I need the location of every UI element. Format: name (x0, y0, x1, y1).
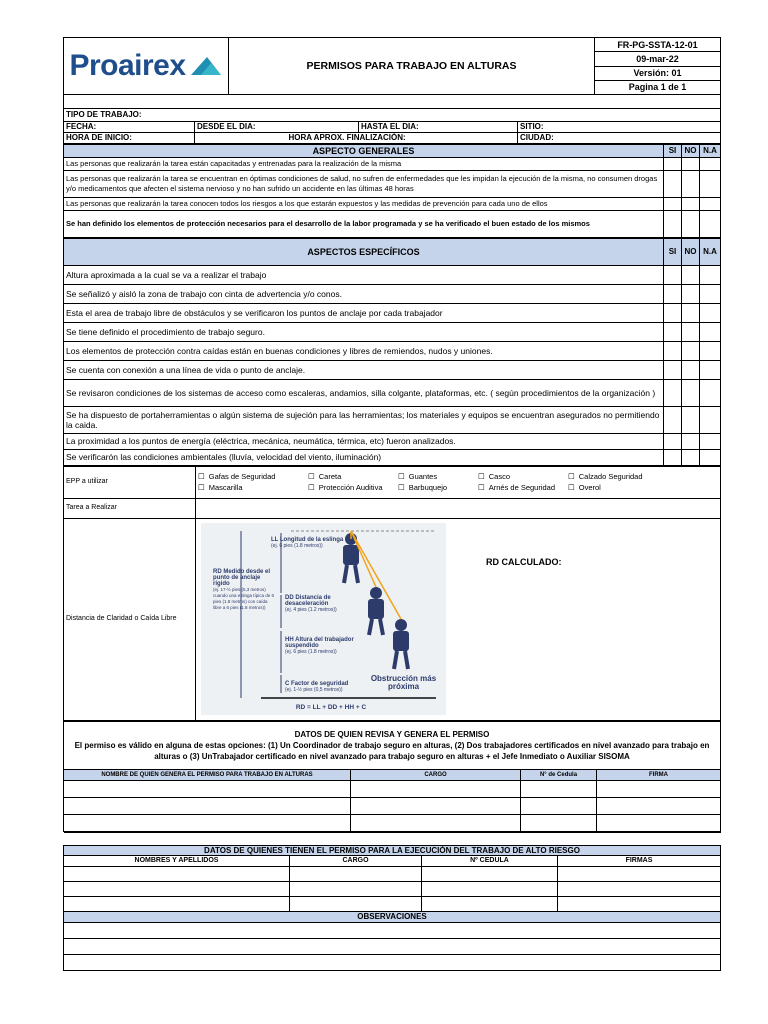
specific-item: La proximidad a los puntos de energía (eléctrica, mecánica, neumática, térmica, etc) fueron analizados. (64, 433, 664, 449)
epp-option-label: Casco (488, 471, 510, 481)
epp-option-label: Gafas de Seguridad (208, 471, 276, 481)
general-row (64, 157, 721, 170)
epp-option[interactable] (308, 483, 398, 493)
work-info (63, 95, 721, 144)
check-si[interactable] (664, 360, 682, 379)
epp-option[interactable] (308, 472, 398, 482)
epp-option-label: Barbuquejo (408, 482, 448, 492)
specific-item: Altura aproximada a la cual se va a realizar el trabajo (64, 265, 664, 284)
epp-label: EPP a utilizar (64, 466, 196, 498)
checkbox-icon: ☐ (198, 471, 205, 481)
specific-item: Se verificarón las condiciones ambientales (lluvía, velocidad del viento, iluminación) (64, 449, 664, 465)
hh-label: HH Altura del trabajador suspendido (ej. 6 pies (1.8 metros)) (285, 636, 354, 655)
ll-label: LL Longitud de la eslinga (ej. 6 pies (1.8 metros)) (271, 536, 344, 549)
checkbox-icon: ☐ (398, 471, 405, 481)
id-cell[interactable] (422, 866, 558, 881)
task-field[interactable] (196, 498, 721, 518)
holder-row (64, 896, 721, 911)
epp-option-label: Guantes (408, 471, 438, 481)
specific-item: Se tiene definido el procedimiento de trabajo seguro. (64, 322, 664, 341)
general-aspects-title: ASPECTO GENERALES (64, 144, 664, 157)
col-si: SI (664, 144, 682, 157)
specific-item: Se cuenta con conexión a una línea de vida o punto de anclaje. (64, 360, 664, 379)
observations-line[interactable] (64, 922, 721, 938)
checkbox-icon: ☐ (478, 482, 485, 492)
dd-label: DD Distancia de desaceleración (ej. 4 pies (1.2 metros)) (285, 594, 337, 613)
work-type-field[interactable]: TIPO DE TRABAJO: (64, 108, 721, 121)
epp-section (63, 466, 721, 721)
checkbox-icon: ☐ (568, 482, 575, 492)
epp-option[interactable] (398, 483, 478, 493)
checkbox-icon: ☐ (478, 471, 485, 481)
check-na[interactable] (700, 433, 721, 449)
specific-item: Se revisaron condiciones de los sistemas de acceso como escaleras, andamios, silla colgante, plataformas, etc. ( según procedimientos de la organización ) (64, 379, 664, 406)
epp-option[interactable] (568, 483, 678, 493)
check-na[interactable] (700, 379, 721, 406)
epp-option[interactable] (478, 472, 568, 482)
id-cell[interactable] (521, 780, 597, 797)
brand-name: Proairex (69, 49, 186, 82)
brand-logo (66, 38, 226, 94)
check-no[interactable] (682, 379, 700, 406)
check-na[interactable] (700, 210, 721, 237)
check-si[interactable] (664, 322, 682, 341)
check-si[interactable] (664, 210, 682, 237)
observations-line[interactable] (64, 938, 721, 954)
check-no[interactable] (682, 303, 700, 322)
date-field[interactable]: FECHA: (64, 121, 195, 132)
reviewer-title: DATOS DE QUIEN REVISA Y GENERA EL PERMISO (294, 729, 490, 739)
specific-item: Se señalizó y aisló la zona de trabajo con cinta de advertencia y/o conos. (64, 284, 664, 303)
observations-line[interactable] (64, 954, 721, 970)
check-na[interactable] (700, 265, 721, 284)
check-na[interactable] (700, 360, 721, 379)
check-no[interactable] (682, 170, 700, 197)
check-si[interactable] (664, 341, 682, 360)
rd-label: RD Medido desde el punto de anclaje rígido (ej. 17-½ pies (5,3 metros) cuando una eslinga típica de 6 pies (1.8 metros) con caída libre a 6 pies (1.8 metros)) (213, 568, 275, 610)
col-si: SI (664, 238, 682, 265)
role-cell[interactable] (290, 866, 422, 881)
holder-row (64, 881, 721, 896)
role-cell[interactable] (351, 814, 521, 831)
check-si[interactable] (664, 265, 682, 284)
epp-option-label: Protección Auditiva (318, 482, 383, 492)
mountain-logo-icon (189, 55, 223, 77)
form-page: Pagina 1 de 1 (595, 80, 721, 94)
name-cell[interactable] (64, 881, 290, 896)
id-cell[interactable] (521, 814, 597, 831)
c-label: C Factor de seguridad (ej. 1-½ pies (0,5 metros)) (285, 680, 349, 693)
check-no[interactable] (682, 210, 700, 237)
check-na[interactable] (700, 406, 721, 433)
from-day-field[interactable]: DESDE EL DIA: (195, 121, 359, 132)
check-na[interactable] (700, 303, 721, 322)
checkbox-icon: ☐ (308, 471, 315, 481)
role-cell[interactable] (351, 780, 521, 797)
holders-id-header: Nº CEDULA (422, 855, 558, 866)
signature-cell[interactable] (597, 780, 721, 797)
check-na[interactable] (700, 341, 721, 360)
general-item: Las personas que realizarán la tarea se encuentran en óptimas condiciones de salud, no sufren de enfermedades que les impidan la ejecución de la misma, no consumen drogas y/o medicamentos que afecten el sistema nervioso y no han sufrido un accidente en las últimas 48 horas (64, 170, 664, 197)
col-na: N.A (700, 144, 721, 157)
obstruction-label: Obstrucción más próxima (370, 673, 437, 691)
epp-option[interactable] (198, 472, 308, 482)
holders-role-header: CARGO (290, 855, 422, 866)
checkbox-icon: ☐ (198, 482, 205, 492)
holders-title: DATOS DE QUIENES TIENEN EL PERMISO PARA LA EJECUCIÓN DEL TRABAJO DE ALTO RIESGO (64, 845, 721, 855)
check-no[interactable] (682, 265, 700, 284)
signature-cell[interactable] (597, 814, 721, 831)
holders-section (63, 832, 721, 971)
check-na[interactable] (700, 449, 721, 465)
to-day-field[interactable]: HASTA EL DIA: (359, 121, 518, 132)
check-no[interactable] (682, 449, 700, 465)
form-title: PERMISOS PARA TRABAJO EN ALTURAS (229, 38, 595, 95)
check-na[interactable] (700, 284, 721, 303)
form-header (63, 37, 721, 95)
epp-option-label: Arnés de Seguridad (488, 482, 556, 492)
col-na: N.A (700, 238, 721, 265)
holders-signature-header: FIRMAS (558, 855, 721, 866)
check-si[interactable] (664, 406, 682, 433)
general-aspects (63, 144, 721, 238)
name-cell[interactable] (64, 866, 290, 881)
end-time-field[interactable]: HORA APROX. FINALIZACIÓN: (287, 132, 518, 143)
check-si[interactable] (664, 157, 682, 170)
specific-aspects-title: ASPECTOS ESPECÍFICOS (64, 238, 664, 265)
reviewer-validity-text: El permiso es válido en alguna de estas opciones: (1) Un Coordinador de trabajo seguro en alturas, (2) Dos trabajadores certificados en nivel avanzado para trabajo en alturas o (3) UnTrabajador certificado en nivel avanzado para trabajo seguro en alturas + el Jefe Inmediato o Auxiliar SISOMA (74, 740, 710, 761)
signature-cell[interactable] (558, 896, 721, 911)
form-code: FR-PG-SSTA-12-01 (595, 38, 721, 52)
name-cell[interactable] (64, 780, 351, 797)
check-na[interactable] (700, 157, 721, 170)
col-no: NO (682, 144, 700, 157)
col-no: NO (682, 238, 700, 265)
role-cell[interactable] (351, 797, 521, 814)
task-label: Tarea a Realizar (64, 498, 196, 518)
logo-cell (64, 38, 229, 95)
epp-option-label: Mascarilla (208, 482, 243, 492)
specific-item: Los elementos de protección contra caídas están en buenas condiciones y libres de remiendos, nudos y uniones. (64, 341, 664, 360)
fall-clearance-diagram (201, 523, 446, 715)
general-item: Las personas que realizarán la tarea están capacitadas y entrenadas para la realización de la misma (64, 157, 664, 170)
check-no[interactable] (682, 322, 700, 341)
city-field[interactable]: CIUDAD: (518, 132, 721, 143)
general-row (64, 210, 721, 237)
reviewer-name-header: NOMBRE DE QUIEN GENERA EL PERMISO PARA TRABAJO EN ALTURAS (64, 769, 351, 780)
check-no[interactable] (682, 360, 700, 379)
role-cell[interactable] (290, 881, 422, 896)
check-si[interactable] (664, 433, 682, 449)
reviewer-row (64, 797, 721, 814)
general-row (64, 170, 721, 197)
check-no[interactable] (682, 157, 700, 170)
id-cell[interactable] (422, 896, 558, 911)
check-na[interactable] (700, 170, 721, 197)
signature-cell[interactable] (558, 866, 721, 881)
epp-option-label: Careta (318, 471, 342, 481)
check-no[interactable] (682, 433, 700, 449)
holder-row (64, 866, 721, 881)
reviewer-signature-header: FIRMA (597, 769, 721, 780)
specific-item: Se ha dispuesto de portaherramientas o algún sistema de sujeción para las herramientas; los materiales y equipos se encuentran asegurados no permitiendo la caida. (64, 406, 664, 433)
check-no[interactable] (682, 284, 700, 303)
id-cell[interactable] (422, 881, 558, 896)
epp-option-label: Calzado Seguridad (578, 471, 643, 481)
reviewer-id-header: N° de Cedula (521, 769, 597, 780)
reviewer-row (64, 780, 721, 797)
specific-aspects (63, 238, 721, 466)
form-version: Versión: 01 (595, 66, 721, 80)
name-cell[interactable] (64, 896, 290, 911)
form-date: 09-mar-22 (595, 52, 721, 66)
epp-option-label: Overol (578, 482, 601, 492)
epp-option[interactable] (568, 472, 678, 482)
observations-title: OBSERVACIONES (64, 911, 721, 922)
name-cell[interactable] (64, 797, 351, 814)
epp-option[interactable] (198, 483, 308, 493)
general-item: Las personas que realizarán la tarea conocen todos los riesgos a los que estarán expuestos y las medidas de prevención para cada uno de ellos (64, 197, 664, 210)
reviewer-role-header: CARGO (351, 769, 521, 780)
distance-label: Distancia de Claridad o Caída Libre (64, 518, 196, 720)
signature-cell[interactable] (558, 881, 721, 896)
signature-cell[interactable] (597, 797, 721, 814)
check-si[interactable] (664, 284, 682, 303)
site-field[interactable]: SITIO: (518, 121, 721, 132)
check-no[interactable] (682, 197, 700, 210)
check-si[interactable] (664, 379, 682, 406)
id-cell[interactable] (521, 797, 597, 814)
check-si[interactable] (664, 197, 682, 210)
check-na[interactable] (700, 322, 721, 341)
epp-option[interactable] (478, 483, 568, 493)
role-cell[interactable] (290, 896, 422, 911)
check-na[interactable] (700, 197, 721, 210)
name-cell[interactable] (64, 814, 351, 831)
checkbox-icon: ☐ (308, 482, 315, 492)
permit-form (63, 37, 720, 971)
specific-item: Esta el area de trabajo libre de obstáculos y se verificaron los puntos de anclaje por cada trabajador (64, 303, 664, 322)
reviewer-section (63, 721, 721, 832)
check-si[interactable] (664, 449, 682, 465)
epp-option[interactable] (398, 472, 478, 482)
start-time-field[interactable]: HORA DE INICIO: (64, 132, 195, 143)
general-item: Se han definido los elementos de protección necesarios para el desarrollo de la labor programada y se ha verificado el buen estado de los mismos (64, 210, 664, 237)
check-si[interactable] (664, 303, 682, 322)
epp-options (198, 472, 718, 493)
check-si[interactable] (664, 170, 682, 197)
reviewer-row (64, 814, 721, 831)
holders-name-header: NOMBRES Y APELLIDOS (64, 855, 290, 866)
checkbox-icon: ☐ (398, 482, 405, 492)
check-no[interactable] (682, 341, 700, 360)
rd-calculated-label: RD CALCULADO: (486, 556, 562, 567)
checkbox-icon: ☐ (568, 471, 575, 481)
formula-label: RD = LL + DD + HH + C (295, 703, 367, 711)
general-row (64, 197, 721, 210)
check-no[interactable] (682, 406, 700, 433)
